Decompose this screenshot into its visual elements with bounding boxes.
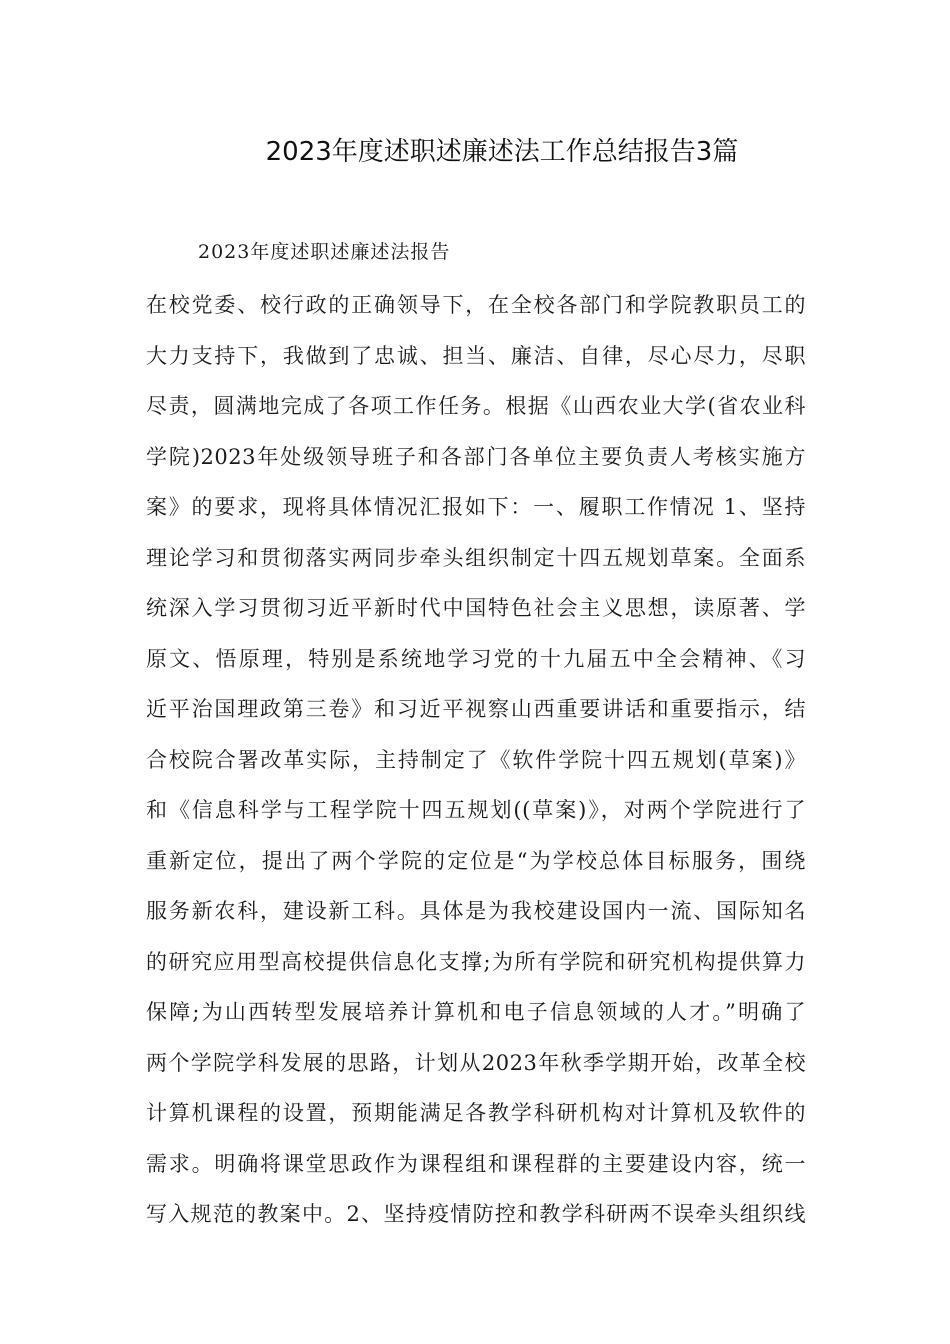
body-paragraph [146,280,806,1240]
text-line: 理论学习和贯彻落实两同步牵头组织制定十四五规划草案。全面系 [146,545,806,570]
report-subtitle: 2023年度述职述廉述法报告 [198,241,451,263]
text-line: 和《信息科学与工程学院十四五规划((草案)》，对两个学院进行了 [146,798,806,822]
text-line: 大力支持下，我做到了忠诚、担当、廉洁、自律，尽心尽力，尽职 [146,343,806,368]
text-line: 统深入学习贯彻习近平新时代中国特色社会主义思想，读原著、学 [146,596,806,620]
text-line: 重新定位，提出了两个学院的定位是“为学校总体目标服务，围绕 [146,848,806,873]
text-line: 学院)2023年处级领导班子和各部门各单位主要负责人考核实施方 [146,444,806,469]
text-line: 尽责，圆满地完成了各项工作任务。根据《山西农业大学(省农业科 [146,394,806,418]
text-line: 的研究应用型高校提供信息化支撑;为所有学院和研究机构提供算力 [146,949,806,974]
text-line: 保障;为山西转型发展培养计算机和电子信息领域的人才。”明确了 [146,1000,806,1024]
text-line: 在校党委、校行政的正确领导下，在全校各部门和学院教职员工的 [146,293,806,317]
text-line: 近平治国理政第三卷》和习近平视察山西重要讲话和重要指示，结 [146,697,806,721]
text-line: 写入规范的教案中。2、坚持疫情防控和教学科研两不误牵头组织线 [146,1202,806,1226]
text-line: 合校院合署改革实际，主持制定了《软件学院十四五规划(草案)》 [146,747,806,772]
document-title: 2023年度述职述廉述法工作总结报告3篇 [265,137,739,167]
text-line: 两个学院学科发展的思路，计划从2023年秋季学期开始，改革全校 [146,1050,806,1075]
text-line: 需求。明确将课堂思政作为课程组和课程群的主要建设内容，统一 [146,1151,806,1176]
text-line: 案》的要求，现将具体情况汇报如下：一、履职工作情况 1、坚持 [146,495,806,519]
text-line: 服务新农科，建设新工科。具体是为我校建设国内一流、国际知名 [146,899,806,923]
text-line: 原文、悟原理，特别是系统地学习党的十九届五中全会精神、《习 [146,646,806,671]
text-line: 计算机课程的设置，预期能满足各教学科研机构对计算机及软件的 [146,1101,806,1125]
